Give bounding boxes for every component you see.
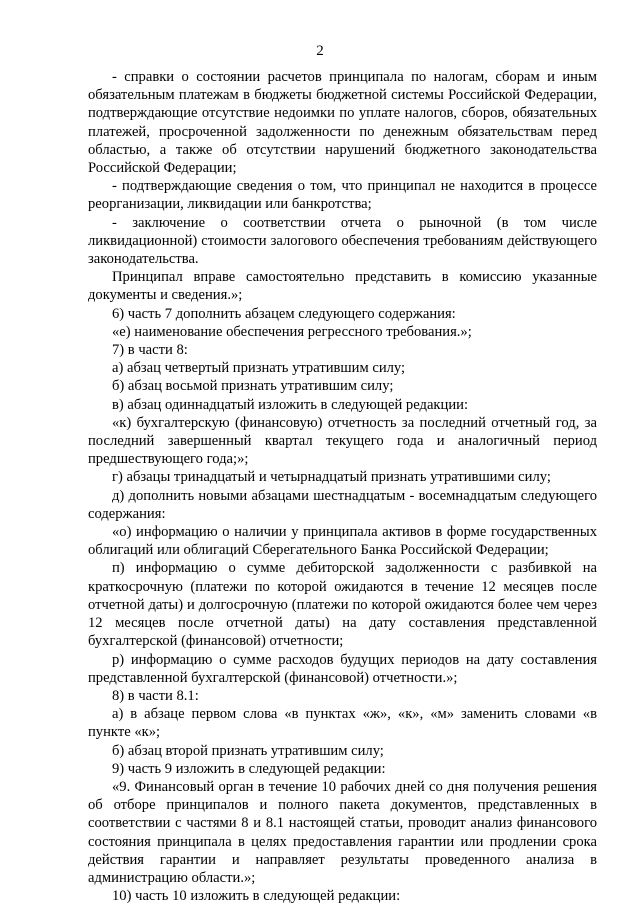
paragraph: а) в абзаце первом слова «в пунктах «ж», «к», «м» заменить словами «в пункте «к»; [88, 706, 597, 741]
paragraph: «к) бухгалтерскую (финансовую) отчетность за последний отчетный год, за последний завершенный квартал текущего года и аналогичный период предшествующего года;»; [88, 414, 597, 468]
paragraph: Принципал вправе самостоятельно представить в комиссию указанные документы и сведения.»; [88, 269, 597, 304]
paragraph: п) информацию о сумме дебиторской задолженности с разбивкой на краткосрочную (платежи по которой ожидаются в течение 12 месяцев после отчетной даты) и долгосрочную (платежи по которой ожидаются более чем через 12 месяцев после отчетной даты) на дату составления представленной бухгалтерской (финансовой) отчетности; [88, 560, 597, 650]
paragraph: «о) информацию о наличии у принципала активов в форме государственных облигаций или облигаций Сберегательного Банка Российской Федерации; [88, 524, 597, 559]
paragraph: 7) в части 8: [112, 342, 188, 359]
paragraph: а) абзац четвертый признать утратившим силу; [112, 360, 406, 377]
paragraph: 10) часть 10 изложить в следующей редакции: [112, 888, 401, 905]
paragraph: - заключение о соответствии отчета о рыночной (в том числе ликвидационной) стоимости залогового обеспечения требованиям действующего законодательства. [88, 214, 597, 268]
paragraph: - справки о состоянии расчетов принципала по налогам, сборам и иным обязательным платежам в бюджеты бюджетной системы Российской Федерации, подтверждающие отсутствие недоимки по уплате налогов, сборов, обязательных платежей, просроченной задолженности по денежным обязательствам перед областью, а также об отсутствии нарушений бюджетного законодательства Российской Федерации; [88, 69, 597, 177]
paragraph: 6) часть 7 дополнить абзацем следующего содержания: [112, 305, 456, 322]
paragraph: д) дополнить новыми абзацами шестнадцатым - восемнадцатым следующего содержания: [88, 487, 597, 522]
paragraph: б) абзац второй признать утратившим силу; [112, 742, 384, 759]
page-number: 2 [316, 43, 324, 59]
paragraph: «е) наименование обеспечения регрессного требования.»; [112, 323, 472, 340]
paragraph: в) абзац одиннадцатый изложить в следующей редакции: [112, 396, 468, 413]
paragraph: «9. Финансовый орган в течение 10 рабочих дней со дня получения решения об отборе принципалов и полного пакета документов, представленных в соответствии с частями 8 и 8.1 настоящей статьи, проводит анализ финансового состояния принципала в целях предоставления гарантии или продлении срока действия гарантии и направляет результаты проведенного анализа в администрацию области.»; [88, 778, 597, 886]
paragraph: 9) часть 9 изложить в следующей редакции: [112, 760, 386, 777]
paragraph: г) абзацы тринадцатый и четырнадцатый признать утратившими силу; [112, 469, 551, 486]
paragraph: р) информацию о сумме расходов будущих периодов на дату составления представленной бухгалтерской (финансовой) отчетности.»; [88, 651, 597, 686]
document-body [88, 68, 597, 905]
paragraph: 8) в части 8.1: [112, 687, 199, 704]
paragraph: б) абзац восьмой признать утратившим силу; [112, 378, 394, 395]
paragraph: - подтверждающие сведения о том, что принципал не находится в процессе реорганизации, ликвидации или банкротства; [88, 178, 597, 213]
